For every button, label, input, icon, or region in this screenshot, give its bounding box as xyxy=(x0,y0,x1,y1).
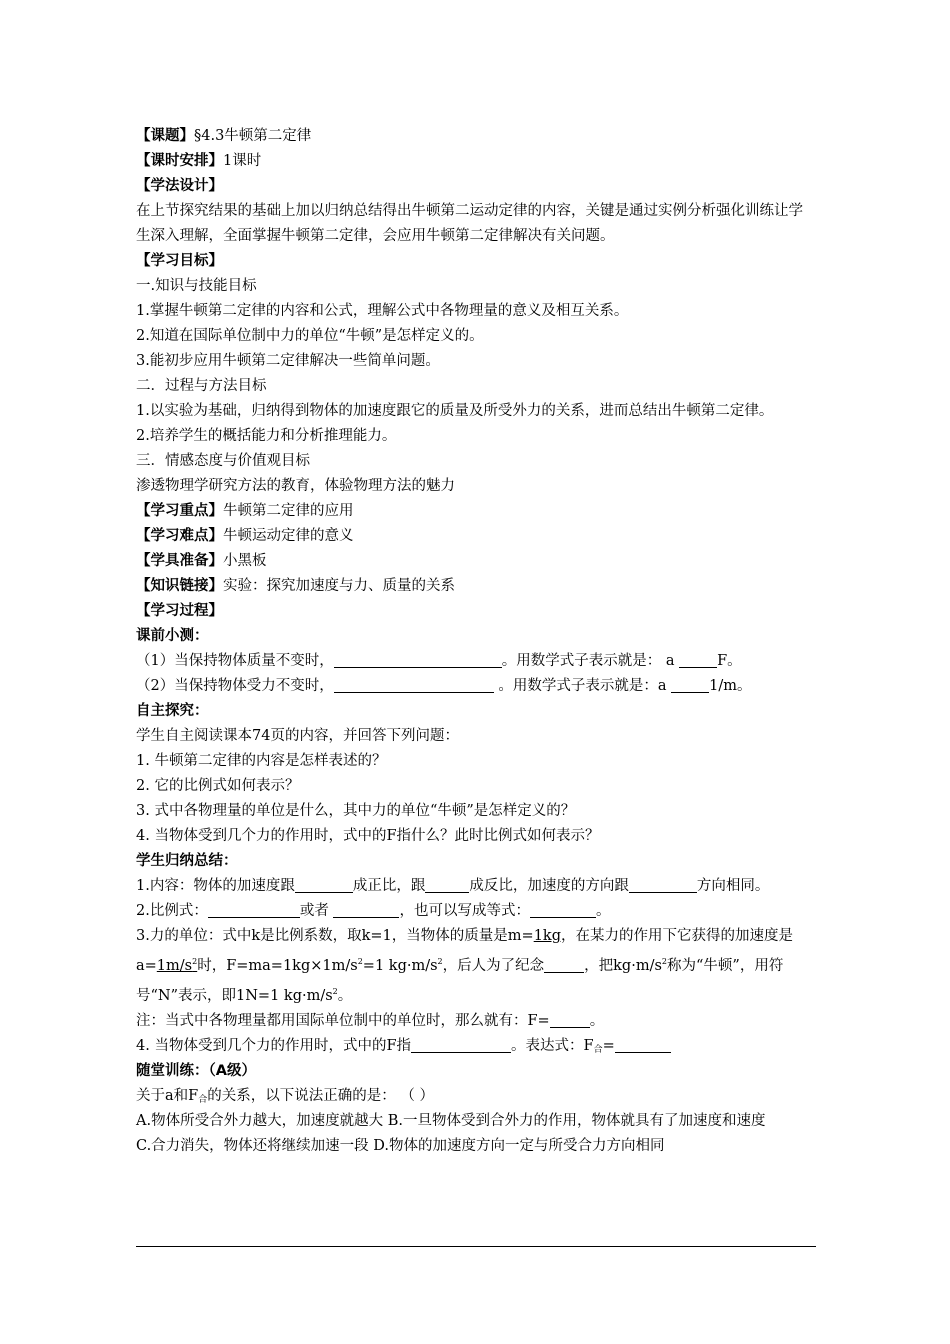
practice-options-ab: A.物体所受合外力越大，加速度就越大 B.一旦物体受到合外力的作用，物体就具有了加速度和速度 xyxy=(136,1113,766,1129)
explore-question: 4. 当物体受到几个力的作用时，式中的F指什么？此时比例式如何表示？ xyxy=(136,828,600,844)
knowledge-link-line: 【知识链接】实验：探究加速度与力、质量的关系 xyxy=(136,578,455,594)
summary-title: 学生归纳总结： xyxy=(136,853,238,869)
method-heading: 【学法设计】 xyxy=(136,178,223,194)
key-point-line: 【学习重点】牛顿第二定律的应用 xyxy=(136,503,354,519)
tools-line: 【学具准备】小黑板 xyxy=(136,553,267,569)
topic-text: §4.3牛顿第二定律 xyxy=(194,128,312,144)
explore-question: 2. 它的比例式如何表示？ xyxy=(136,778,300,794)
schedule-label: 【课时安排】 xyxy=(136,153,223,169)
pretest-question-2: （2）当保持物体受力不变时， 。用数学式子表示就是：a 1/m。 xyxy=(136,678,752,694)
footer-rule xyxy=(136,1246,816,1247)
practice-question: 关于a和$F_合$的关系，以下说法正确的是： （ ） xyxy=(136,1088,434,1105)
goal-section-1-title: 一.知识与技能目标 xyxy=(136,278,257,294)
document-page xyxy=(136,124,816,1159)
goal-item: 1.以实验为基础，归纳得到物体的加速度跟它的质量及所受外力的关系，进而总结出牛顿第二定律。 xyxy=(136,403,774,419)
summary-unit: 3.力的单位：式中k是比例系数，取k=1，当物体的质量是m=1kg，在某力的作用下它获得的加速度是$a=1m/s^2$时，$F=ma=1kg\times 1m/s^2=1$ $kg\cdot m/s^2$，后人为了纪念 ，把$kg\cdot m/s^2$称为“牛顿”，用符号“N”表示，即1N=1 $kg\cdot m/s^2$。 xyxy=(136,928,793,1004)
schedule-line xyxy=(136,149,816,174)
goal-item: 1.掌握牛顿第二定律的内容和公式，理解公式中各物理量的意义及相互关系。 xyxy=(136,303,629,319)
fill-blank[interactable] xyxy=(411,1036,511,1053)
explore-intro: 学生自主阅读课本74页的内容，并回答下列问题： xyxy=(136,728,459,744)
practice-title: 随堂训练：（A级） xyxy=(136,1063,256,1079)
schedule-text: 1课时 xyxy=(223,153,262,169)
fill-blank[interactable] xyxy=(671,676,709,693)
fill-blank[interactable] xyxy=(334,651,502,668)
summary-content: 1.内容：物体的加速度跟 成正比，跟 成反比，加速度的方向跟 方向相同。 xyxy=(136,878,770,894)
goals-heading: 【学习目标】 xyxy=(136,253,223,269)
fill-blank[interactable] xyxy=(544,956,584,973)
fill-blank[interactable] xyxy=(208,901,300,918)
fill-blank[interactable] xyxy=(550,1011,590,1028)
goal-item: 2.培养学生的概括能力和分析推理能力。 xyxy=(136,428,397,444)
fill-blank[interactable] xyxy=(629,876,697,893)
goal-item: 2.知道在国际单位制中力的单位“牛顿”是怎样定义的。 xyxy=(136,328,484,344)
explore-question: 1. 牛顿第二定律的内容是怎样表述的？ xyxy=(136,753,387,769)
summary-proportion: 2.比例式： 或者 ，也可以写成等式： 。 xyxy=(136,903,611,919)
method-paragraph: 在上节探究结果的基础上加以归纳总结得出牛顿第二运动定律的内容，关键是通过实例分析强化训练让学生深入理解，全面掌握牛顿第二定律，会应用牛顿第二定律解决有关问题。 xyxy=(136,203,803,244)
fill-blank[interactable] xyxy=(425,876,469,893)
topic-line xyxy=(136,124,816,149)
process-heading: 【学习过程】 xyxy=(136,603,223,619)
topic-label: 【课题】 xyxy=(136,128,194,144)
goal-section-3-title: 三．情感态度与价值观目标 xyxy=(136,453,310,469)
practice-options-cd: C.合力消失，物体还将继续加速一段 D.物体的加速度方向一定与所受合力方向相同 xyxy=(136,1138,665,1154)
fill-blank[interactable] xyxy=(334,676,494,693)
summary-note: 注：当式中各物理量都用国际单位制中的单位时，那么就有：F= 。 xyxy=(136,1013,605,1029)
goal-section-3-text: 渗透物理学研究方法的教育，体验物理方法的魅力 xyxy=(136,478,455,494)
pretest-question-1: （1）当保持物体质量不变时， 。用数学式子表示就是： a F。 xyxy=(136,653,742,669)
goal-section-2-title: 二．过程与方法目标 xyxy=(136,378,267,394)
fill-blank[interactable] xyxy=(333,901,399,918)
difficulty-line: 【学习难点】牛顿运动定律的意义 xyxy=(136,528,354,544)
explore-question: 3. 式中各物理量的单位是什么，其中力的单位“牛顿”是怎样定义的？ xyxy=(136,803,576,819)
goal-item: 3.能初步应用牛顿第二定律解决一些简单问题。 xyxy=(136,353,440,369)
fill-blank[interactable] xyxy=(615,1036,671,1053)
fill-blank[interactable] xyxy=(679,651,717,668)
summary-net-force: 4. 当物体受到几个力的作用时，式中的F指 。表达式：$F_合=$ xyxy=(136,1034,816,1059)
fill-blank[interactable] xyxy=(530,901,596,918)
explore-title: 自主探究： xyxy=(136,703,209,719)
pretest-title: 课前小测： xyxy=(136,628,209,644)
fill-blank[interactable] xyxy=(295,876,353,893)
